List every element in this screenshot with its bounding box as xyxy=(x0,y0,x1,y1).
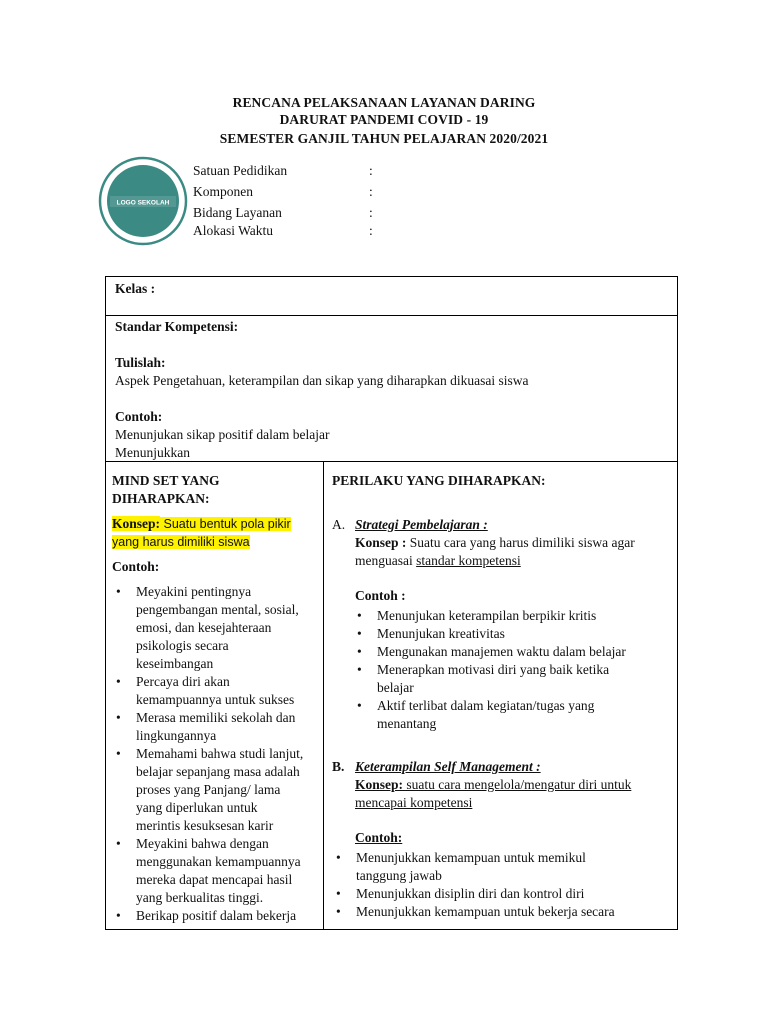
list-item-text: • Menerapkan motivasi diri yang baik ketika xyxy=(377,662,610,677)
standar-kompetensi-row xyxy=(105,315,678,462)
list-item xyxy=(114,583,324,673)
list-item xyxy=(114,745,324,835)
list-item xyxy=(353,697,673,733)
school-logo xyxy=(98,156,188,246)
list-item-text: • Mengunakan manajemen waktu dalam belajar xyxy=(377,644,626,659)
list-item-text: menantang xyxy=(377,716,437,731)
section-b-konsep xyxy=(355,776,631,794)
standar-heading: Standar Kompetensi: xyxy=(115,319,239,334)
konsep-text: yang harus dimiliki siswa xyxy=(112,535,250,549)
list-item-text: • Menunjukkan kemampuan untuk bekerja secara xyxy=(356,904,615,919)
list-item xyxy=(332,885,677,903)
list-item-text: keseimbangan xyxy=(136,656,214,671)
doc-title-line-2: DARURAT PANDEMI COVID - 19 xyxy=(279,112,489,127)
perilaku-column xyxy=(323,461,678,930)
konsep-label: Konsep: xyxy=(355,777,404,792)
mind-set-heading: MIND SET YANG xyxy=(112,473,220,488)
self-management-bullets xyxy=(332,849,677,921)
list-item xyxy=(353,607,673,625)
info-label-alokasi: Alokasi Waktu xyxy=(193,223,274,238)
list-item-text: belajar sepanjang masa adalah xyxy=(136,764,300,779)
logo-text: LOGO SEKOLAH xyxy=(116,199,170,207)
list-item-text: mereka dapat mencapai hasil xyxy=(136,872,293,887)
list-item-text: • Aktif terlibat dalam kegiatan/tugas yang xyxy=(377,698,595,713)
list-item-text: menggunakan kemampuannya xyxy=(136,854,301,869)
list-item-text: belajar xyxy=(377,680,414,695)
konsep-line xyxy=(112,533,250,551)
list-item-text: merintis kesuksesan karir xyxy=(136,818,274,833)
list-item xyxy=(353,643,673,661)
list-item xyxy=(332,903,677,921)
perilaku-heading: PERILAKU YANG DIHARAPKAN: xyxy=(332,473,546,488)
list-item-text: • Memahami bahwa studi lanjut, xyxy=(136,746,304,761)
list-item-text: proses yang Panjang/ lama xyxy=(136,782,281,797)
konsep-text: Suatu bentuk pola pikir xyxy=(160,517,291,531)
list-item xyxy=(114,673,324,709)
info-colon: : xyxy=(369,184,373,199)
tulislah-label: Tulislah: xyxy=(115,355,166,370)
list-item xyxy=(332,849,677,885)
konsep-line xyxy=(112,515,291,533)
section-a-konsep xyxy=(355,552,521,570)
tulislah-text: Aspek Pengetahuan, keterampilan dan sikap yang diharapkan dikuasai siswa xyxy=(115,373,529,388)
list-item xyxy=(114,835,324,907)
section-a-title: Strategi Pembelajaran : xyxy=(355,517,488,532)
section-b-konsep: mencapai kompetensi xyxy=(355,795,473,810)
section-a-konsep xyxy=(355,534,635,552)
kelas-label: Kelas : xyxy=(115,281,156,296)
kelas-row xyxy=(105,276,678,316)
strategi-bullets xyxy=(353,607,673,733)
list-item-text: emosi, dan kesejahteraan xyxy=(136,620,272,635)
list-item-text: • Menunjukkan kemampuan untuk memikul xyxy=(356,850,586,865)
mind-set-column xyxy=(105,461,324,930)
konsep-text: menguasai xyxy=(355,553,417,568)
konsep-text-underlined: standar kompetensi xyxy=(416,553,521,568)
list-item-text: pengembangan mental, sosial, xyxy=(136,602,299,617)
mind-set-bullets xyxy=(114,583,324,925)
list-item-text: • Berikap positif dalam bekerja xyxy=(136,908,297,923)
konsep-label: Konsep : xyxy=(355,535,407,550)
contoh-label: Contoh: xyxy=(115,409,163,424)
info-label-satuan: Satuan Pedidikan xyxy=(193,163,288,178)
contoh-label: Contoh: xyxy=(355,830,403,845)
list-item-text: • Menunjukan kreativitas xyxy=(377,626,505,641)
doc-title-line-3: SEMESTER GANJIL TAHUN PELAJARAN 2020/2021 xyxy=(219,131,549,146)
list-item-text: psikologis secara xyxy=(136,638,229,653)
list-item xyxy=(114,709,324,745)
section-b-title: Keterampilan Self Management : xyxy=(355,759,541,774)
list-item xyxy=(114,907,324,925)
list-item-text: lingkungannya xyxy=(136,728,217,743)
konsep-text: Suatu cara yang harus dimiliki siswa agar xyxy=(406,535,635,550)
info-label-bidang: Bidang Layanan xyxy=(193,205,282,220)
contoh-label: Contoh : xyxy=(355,588,406,603)
doc-title-line-1: RENCANA PELAKSANAAN LAYANAN DARING xyxy=(232,95,536,110)
list-item-text: • Menunjukkan disiplin diri dan kontrol diri xyxy=(356,886,585,901)
list-item-text: yang berkualitas tinggi. xyxy=(136,890,264,905)
list-item-text: • Merasa memiliki sekolah dan xyxy=(136,710,296,725)
list-item-text: • Menunjukan keterampilan berpikir kritis xyxy=(377,608,597,623)
list-item xyxy=(353,661,673,697)
contoh-label: Contoh: xyxy=(112,559,160,574)
konsep-text: suatu cara mengelola/mengatur diri untuk xyxy=(403,777,632,792)
info-colon: : xyxy=(369,223,373,238)
list-item-text: • Meyakini pentingnya xyxy=(136,584,252,599)
list-item-text: kemampuannya untuk sukses xyxy=(136,692,295,707)
contoh-text: Menunjukkan xyxy=(115,445,190,460)
contoh-text: Menunjukan sikap positif dalam belajar xyxy=(115,427,330,442)
section-a-marker: A. xyxy=(332,517,346,532)
list-item xyxy=(353,625,673,643)
list-item-text: • Percaya diri akan xyxy=(136,674,230,689)
info-label-komponen: Komponen xyxy=(193,184,253,199)
info-colon: : xyxy=(369,205,373,220)
mind-set-heading: DIHARAPKAN: xyxy=(112,491,210,506)
konsep-label: Konsep: xyxy=(112,516,161,531)
list-item-text: yang diperlukan untuk xyxy=(136,800,258,815)
info-colon: : xyxy=(369,163,373,178)
list-item-text: tanggung jawab xyxy=(356,868,442,883)
list-item-text: • Meyakini bahwa dengan xyxy=(136,836,269,851)
section-b-marker: B. xyxy=(332,759,345,774)
